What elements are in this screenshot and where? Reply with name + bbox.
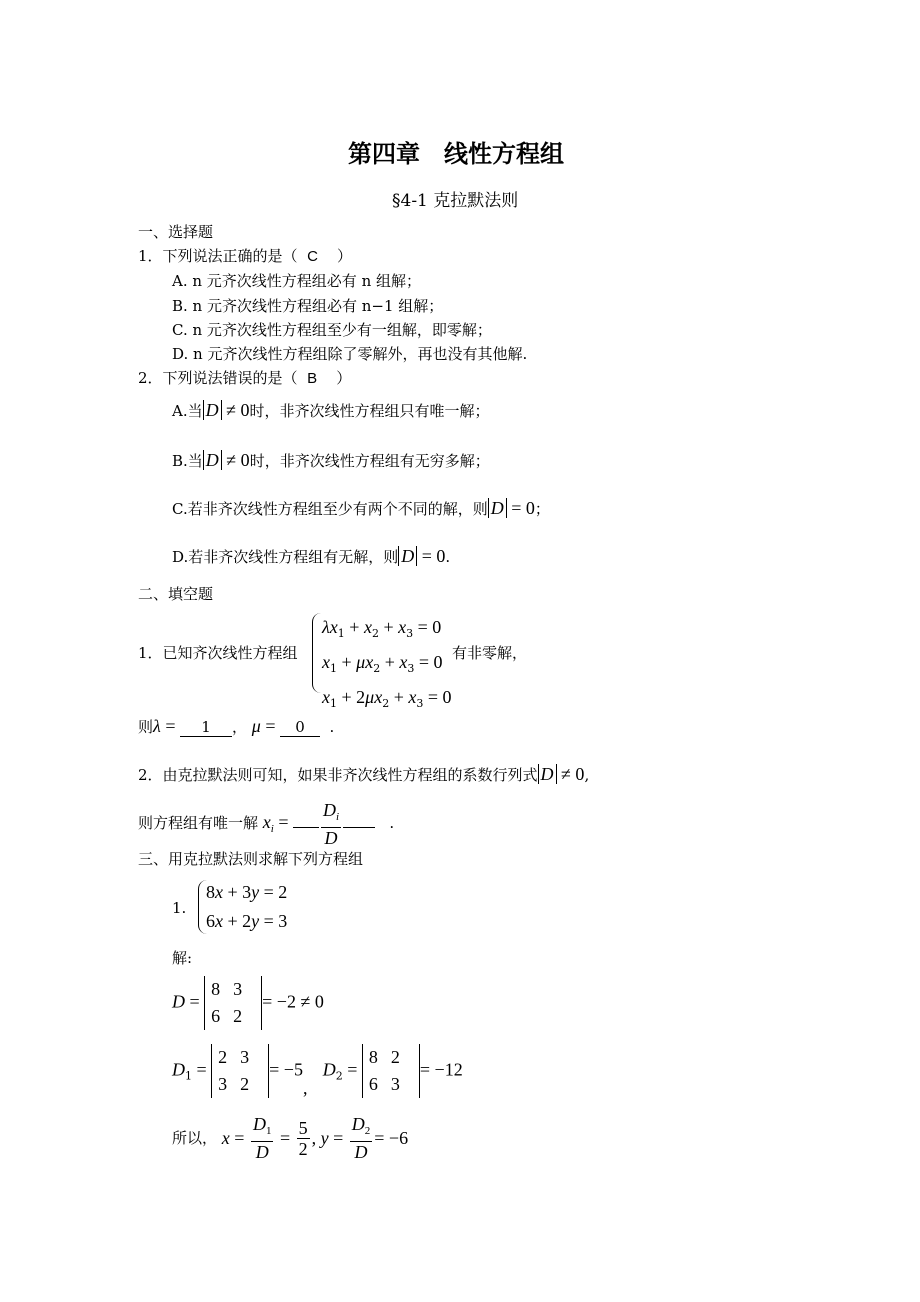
homogeneous-system: $\lambda x_1 + x_2 + x_3 = 0$ $x_1 + \mu x_2 + x_3 = 0$ $x_1 + 2\mu x_2 + x_3 = 0$ [322,617,452,710]
q2-stem: 2．下列说法错误的是（ B ） [138,369,352,387]
problem1-label: 1. [172,899,187,917]
system-brace [312,613,321,693]
q2-option-d: D.若非齐次线性方程组有无解，则 D = 0. [172,546,451,566]
fill-q1-answer-line: 则λ = 1 ， μ = 0 . [138,716,335,736]
problem1-system: 8x + 3y = 2 6x + 2y = 3 [206,882,288,931]
part2-heading: 二、填空题 [138,585,214,603]
chapter-title: 第四章 线性方程组 [348,140,564,168]
determinant-d: D = 8 3 6 2= −2 ≠ 0 [172,976,324,1030]
determinants-d1-d2: $D_1 = 2$ 3 3 2= −5, $D_2 = 8$ 2 6 3= −12 [172,1044,463,1098]
q2-option-b: B.当 D ≠ 0时，非齐次线性方程组有无穷多解； [172,450,490,470]
q2-option-a: A.当 D ≠ 0时，非齐次线性方程组只有唯一解； [172,400,490,420]
lambda-answer: 1 [180,718,232,737]
final-answer: 所以， x = $\frac{D_1}{D}$ = $\frac{5}{2}$ , y = $\frac{D_2}{D}$ = −6 [172,1114,409,1162]
q1-stem: 1．下列说法正确的是（ C ） [138,247,353,265]
section-title: §4-1 克拉默法则 [392,191,519,211]
solution-label: 解: [172,949,193,967]
fill-q1-stem: 1．已知齐次线性方程组 [138,644,298,662]
fill-q2-answer-line: 则方程组有唯一解 $x_i$ = $\frac{D_i}{D}$ . [138,800,395,848]
q1-option-b: B. n 元齐次线性方程组必有 n−1 组解； [172,297,444,315]
q2-answer: B [307,370,318,387]
q1-option-a: A. n 元齐次线性方程组必有 n 组解； [172,272,421,290]
q2-option-c: C.若非齐次线性方程组至少有两个不同的解，则 D = 0； [172,498,550,518]
fill-q2-stem: 2．由克拉默法则可知，如果非齐次线性方程组的系数行列式 D ≠ 0, [138,764,590,784]
q1-option-c: C. n 元齐次线性方程组至少有一组解，即零解； [172,321,492,339]
q1-answer: C [307,248,318,265]
q1-option-d: D. n 元齐次线性方程组除了零解外，再也没有其他解. [172,345,528,363]
mu-answer: 0 [280,718,320,737]
fill-q1-post: 有非零解， [452,644,528,662]
part1-heading: 一、选择题 [138,223,214,241]
part3-heading: 三、用克拉默法则求解下列方程组 [138,850,364,868]
